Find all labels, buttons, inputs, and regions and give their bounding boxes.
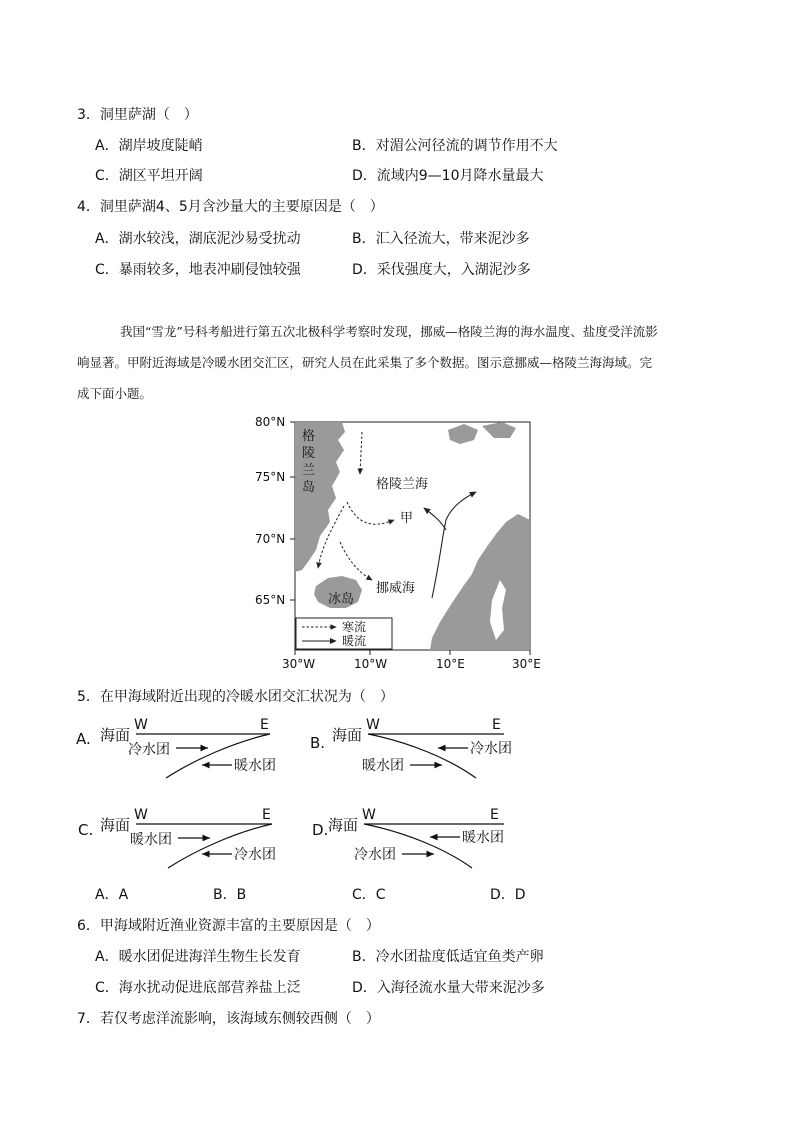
lat-label-65: 65°N — [255, 593, 286, 607]
point-jia-label: 甲 — [400, 511, 414, 526]
diagram-b-w-label: W — [366, 717, 380, 733]
q5-option-a: A．A — [95, 887, 129, 903]
diagram-b-sea-label: 海面 — [332, 726, 363, 744]
q6-option-a: A．暖水团促进海洋生物生长发育 — [95, 949, 301, 965]
diagram-a-letter: A. — [76, 730, 91, 748]
passage-line-2: 响显著。甲附近海域是冷暖水团交汇区，研究人员在此采集了多个数据。图示意挪威—格陵兰海海域。完 — [77, 355, 653, 370]
greenland-label-4: 岛 — [302, 480, 316, 495]
diagram-b-e-label: E — [492, 717, 501, 733]
q6-option-d: D．入海径流水量大带来泥沙多 — [352, 980, 545, 996]
diagram-c-w-label: W — [134, 807, 148, 823]
q4-stem: 4．洞里萨湖4、5月含沙量大的主要原因是（ ） — [77, 199, 384, 215]
q3-option-b: B．对湄公河径流的调节作用不大 — [352, 138, 558, 154]
diagram-c — [76, 802, 296, 870]
diagram-a-sea-label: 海面 — [100, 726, 131, 744]
q6-stem: 6．甲海域附近渔业资源丰富的主要原因是（ ） — [77, 918, 380, 934]
lon-label-30e: 30°E — [512, 657, 541, 671]
q6-option-c: C．海水扰动促进底部营养盐上泛 — [95, 980, 301, 996]
diagram-c-e-label: E — [262, 807, 271, 823]
q4-option-c: C．暴雨较多，地表冲刷侵蚀较强 — [95, 262, 301, 278]
diagram-d-sea-label: 海面 — [328, 816, 359, 834]
lon-label-10w: 10°W — [354, 657, 388, 671]
greenland-sea-label: 格陵兰海 — [376, 477, 429, 492]
legend-warm-label: 暖流 — [342, 634, 367, 648]
diagram-d-upper-label: 暖水团 — [462, 830, 504, 846]
diagram-c-sea-label: 海面 — [100, 816, 131, 834]
passage-line-1: 我国“雪龙”号科考船进行第五次北极科学考察时发现，挪威—格陵兰海的海水温度、盐度受洋流影 — [120, 324, 658, 339]
q3-option-a: A．湖岸坡度陡峭 — [95, 138, 203, 154]
diagram-b-lower-label: 暖水团 — [362, 758, 404, 774]
norway-greenland-sea-map — [250, 410, 550, 675]
q3-stem: 3．洞里萨湖（ ） — [77, 107, 198, 123]
lon-label-30w: 30°W — [282, 657, 316, 671]
lat-label-80: 80°N — [255, 415, 286, 429]
lon-label-10e: 10°E — [436, 657, 465, 671]
greenland-label-2: 陵 — [302, 446, 316, 461]
legend-cold-label: 寒流 — [342, 620, 367, 634]
q5-option-d: D．D — [490, 887, 526, 903]
q7-stem: 7．若仅考虑洋流影响，该海域东侧较西侧（ ） — [77, 1011, 380, 1027]
lat-label-70: 70°N — [255, 532, 286, 546]
diagram-d-w-label: W — [362, 807, 376, 823]
q3-option-c: C．湖区平坦开阔 — [95, 168, 203, 184]
diagram-d-e-label: E — [490, 807, 499, 823]
q4-option-b: B．汇入径流大，带来泥沙多 — [352, 231, 530, 247]
iceland-label: 冰岛 — [328, 592, 355, 607]
diagram-b — [308, 712, 528, 780]
diagram-d-lower-label: 冷水团 — [354, 847, 396, 863]
norwegian-sea-label: 挪威海 — [376, 581, 416, 596]
q5-option-c: C．C — [352, 887, 386, 903]
diagram-a-upper-label: 冷水团 — [128, 742, 170, 758]
greenland-label-3: 兰 — [302, 463, 316, 478]
diagram-a-e-label: E — [260, 717, 269, 733]
q5-option-b: B．B — [213, 887, 247, 903]
greenland-label-1: 格 — [302, 429, 316, 444]
diagram-d-letter: D. — [312, 821, 329, 839]
diagram-c-upper-label: 暖水团 — [130, 832, 172, 848]
diagram-c-lower-label: 冷水团 — [234, 847, 276, 863]
q4-option-d: D．采伐强度大，入湖泥沙多 — [352, 262, 531, 278]
q4-option-a: A．湖水较浅，湖底泥沙易受扰动 — [95, 231, 301, 247]
q5-stem: 5．在甲海域附近出现的冷暖水团交汇状况为（ ） — [77, 689, 394, 705]
q6-option-b: B．冷水团盐度低适宜鱼类产卵 — [352, 949, 544, 965]
diagram-a-lower-label: 暖水团 — [234, 758, 276, 774]
passage-line-3: 成下面小题。 — [77, 386, 153, 401]
lat-label-75: 75°N — [255, 470, 286, 484]
diagram-a — [74, 712, 294, 780]
q3-option-d: D．流域内9—10月降水量最大 — [352, 168, 544, 184]
diagram-d — [310, 802, 530, 870]
diagram-c-letter: C. — [78, 821, 94, 839]
diagram-b-letter: B. — [310, 734, 326, 752]
diagram-a-w-label: W — [134, 717, 148, 733]
diagram-b-upper-label: 冷水团 — [470, 741, 512, 757]
